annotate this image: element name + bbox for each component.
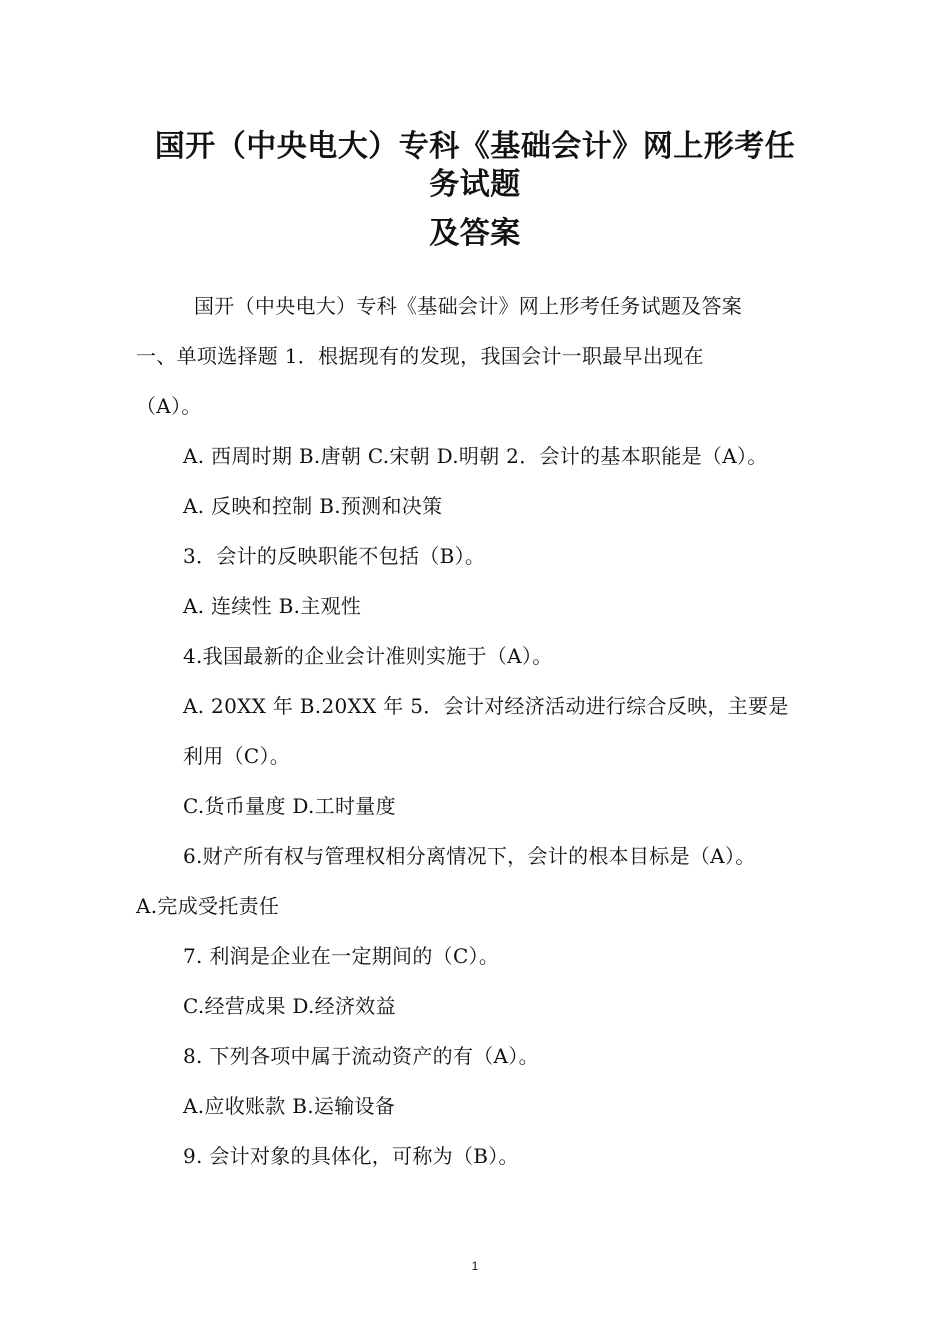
body-line-1: 国开（中央电大）专科《基础会计》网上形考任务试题及答案 [194,294,743,318]
body-line-13: A.完成受托责任 [136,894,280,918]
title-line-1: 国开（中央电大）专科《基础会计》网上形考任 [154,129,796,164]
body-line-5: A. 反映和控制 B.预测和决策 [183,494,443,518]
body-line-11: C.货币量度 D.工时量度 [183,794,396,818]
body-line-15: C.经营成果 D.经济效益 [183,994,396,1018]
title-line-2: 务试题 [429,167,521,202]
body-line-12: 6.财产所有权与管理权相分离情况下，会计的根本目标是（A）。 [183,844,756,868]
body-line-9: A. 20XX 年 B.20XX 年 5．会计对经济活动进行综合反映，主要是 [183,694,789,718]
body-line-16: 8. 下列各项中属于流动资产的有（A）。 [183,1044,539,1068]
body-line-17: A.应收账款 B.运输设备 [183,1094,396,1118]
body-line-18: 9. 会计对象的具体化，可称为（B）。 [183,1144,519,1168]
body-line-14: 7. 利润是企业在一定期间的（C）。 [183,944,500,968]
title-line-3: 及答案 [429,216,521,251]
body-line-7: A. 连续性 B.主观性 [183,594,362,618]
body-line-4: A. 西周时期 B.唐朝 C.宋朝 D.明朝 2．会计的基本职能是（A）。 [183,444,768,468]
body-line-3: （A）。 [136,394,202,418]
body-line-6: 3．会计的反映职能不包括（B）。 [183,544,486,568]
page-number: 1 [471,1259,479,1273]
body-line-8: 4.我国最新的企业会计准则实施于（A）。 [183,644,553,668]
body-line-10: 利用（C）。 [183,744,291,768]
body-line-2: 一、单项选择题 1．根据现有的发现，我国会计一职最早出现在 [136,344,704,368]
